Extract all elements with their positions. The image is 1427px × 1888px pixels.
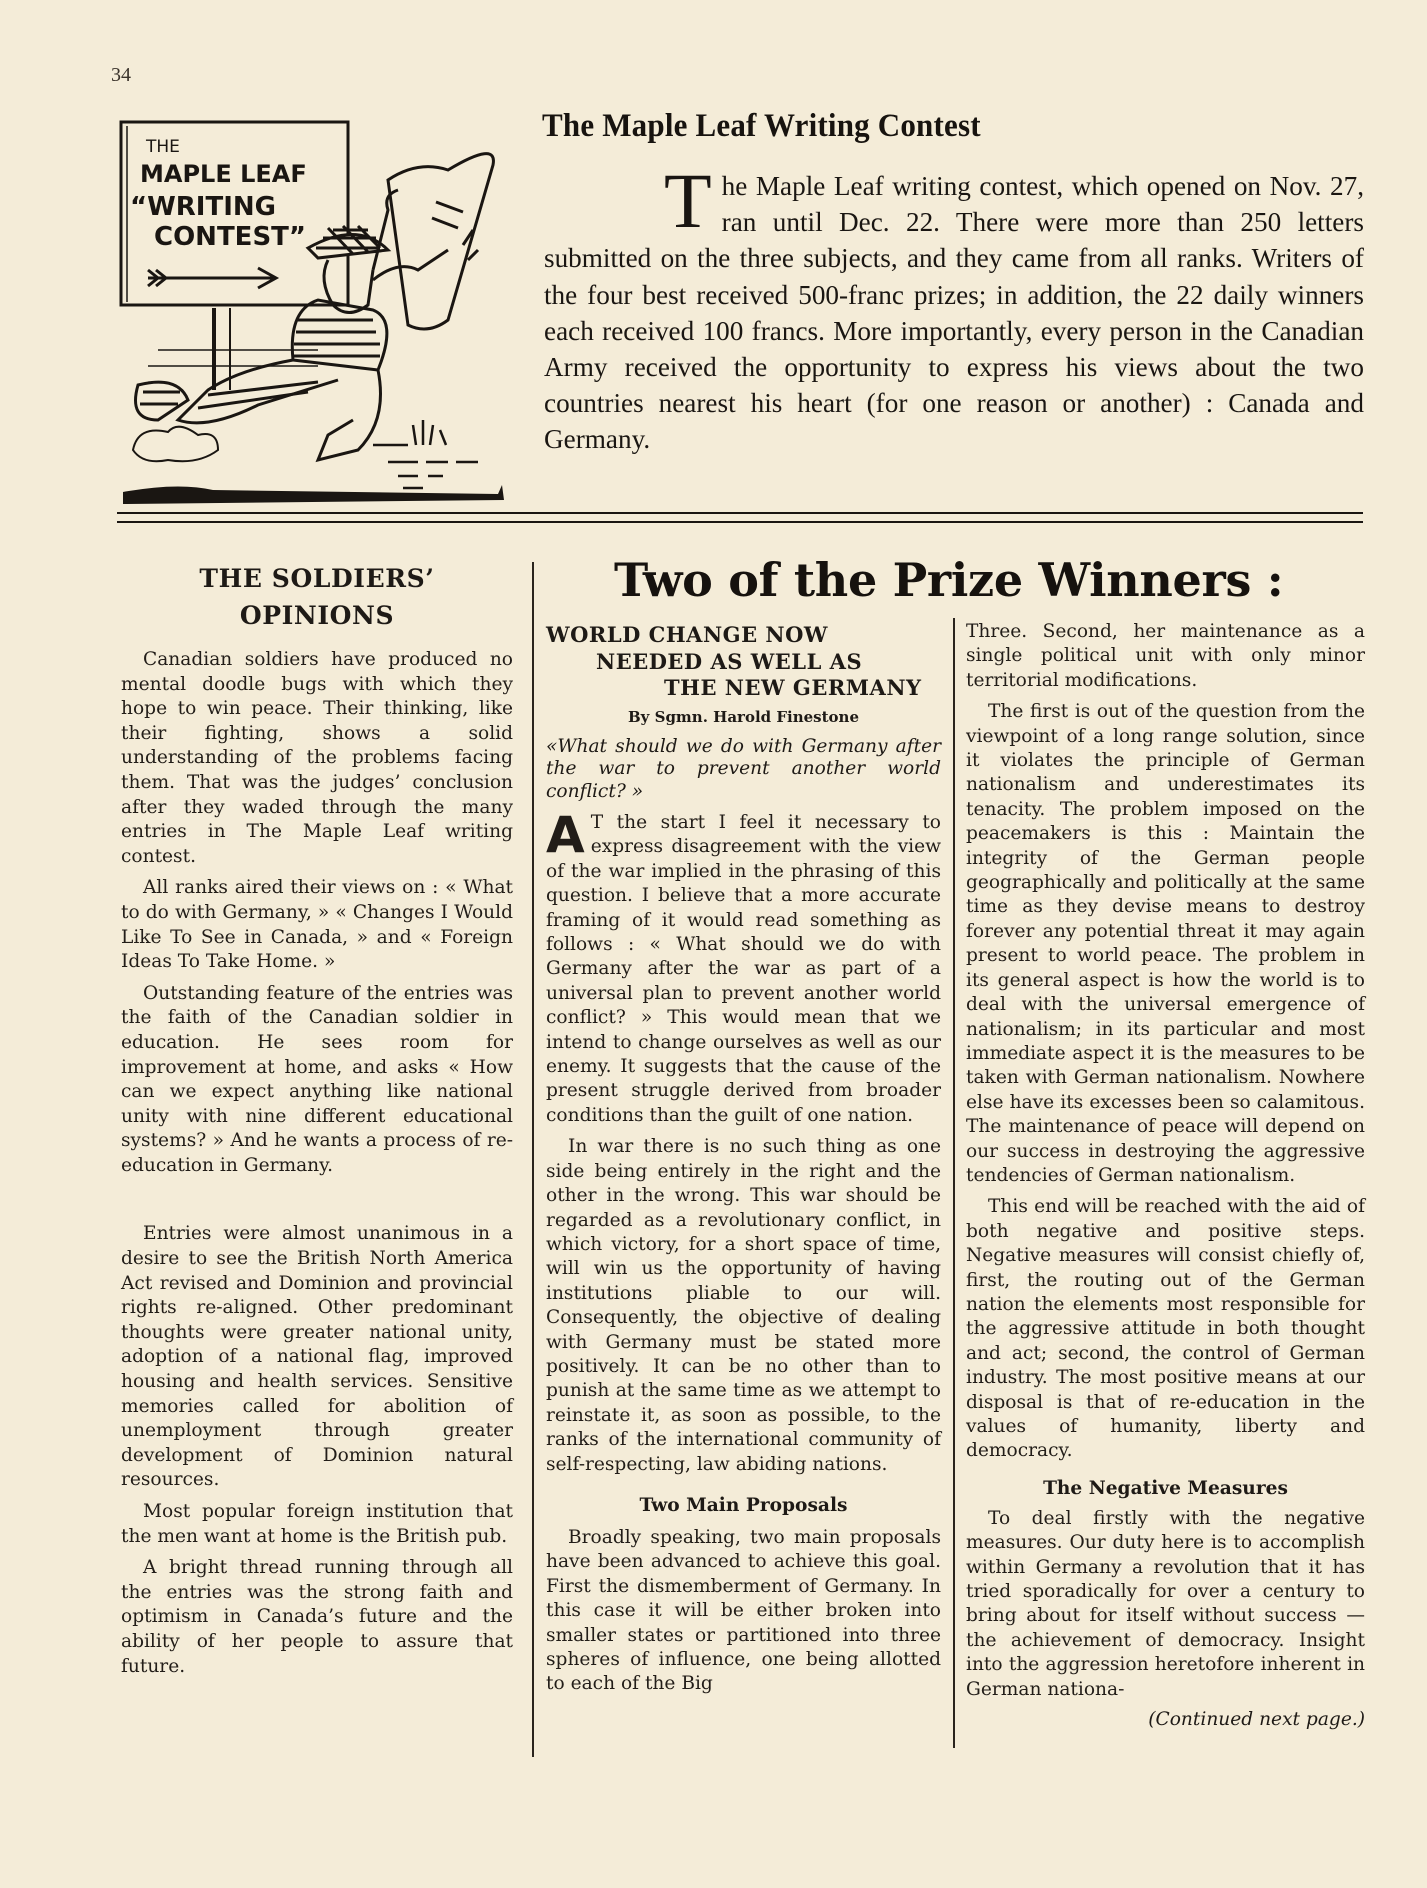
writing-contest-cartoon bbox=[118, 120, 513, 510]
article-title-line-3: THE NEW GERMANY bbox=[664, 675, 922, 700]
sign-line-2: MAPLE LEAF bbox=[140, 160, 307, 188]
soldiers-opinions-column bbox=[121, 556, 513, 1686]
subhead-negative-measures: The Negative Measures bbox=[1043, 1477, 1288, 1499]
article-title-line-1: WORLD CHANGE NOW bbox=[546, 622, 828, 647]
sign-line-1: THE bbox=[146, 137, 180, 157]
article-paragraph: This end will be reached with the aid of both negative and positive steps. Negative measures will consist chiefly of, first, the routing out of the German nation the elements most responsible for the aggressive attitude in both thought and act; second, the control of German industry. The most positive means at our disposal is that of re-education in the values of humanity, liberty and democracy. bbox=[966, 1196, 1365, 1462]
soldiers-paragraph: All ranks aired their views on : « What to do with Germany, » « Changes I Would Like To See in Canada, » and « Foreign Ideas To Take Home. » bbox=[121, 877, 513, 973]
soldiers-title-line-1: THE SOLDIERS’ bbox=[199, 564, 435, 593]
column-divider bbox=[953, 618, 955, 1748]
grass-and-motion-lines bbox=[373, 420, 478, 498]
column-divider bbox=[532, 562, 534, 1757]
article-byline: By Sgmn. Harold Finestone bbox=[628, 707, 859, 726]
arrow-icon bbox=[148, 268, 276, 288]
soldiers-opinions-title bbox=[121, 560, 513, 634]
intro-dropcap: T bbox=[664, 157, 712, 244]
article-paragraph: In war there is no such thing as one side being entirely in the right and the other in the wrong. This war should be regarded as a revolutionary conflict, in which victory, for a short space of time, will win us the opportunity of having institutions pliable to our will. Consequently, the objective of dealing with Germany must be stated more positively. It can be no other than to punish at the same time as we attempt to reinstate it, as soon as possible, to the ranks of the international community of self-respecting, law abiding nations. bbox=[546, 1136, 941, 1475]
article-title-line-2: NEEDED AS WELL AS bbox=[596, 648, 863, 674]
section-divider bbox=[117, 512, 1363, 523]
paragraph-gap bbox=[121, 1185, 513, 1222]
soldiers-paragraph: Most popular foreign institution that the men want at home is the British pub. bbox=[121, 1501, 513, 1547]
contest-question: «What should we do with Germany after the war to prevent another world conflict? » bbox=[546, 735, 941, 802]
subhead-two-main-proposals: Two Main Proposals bbox=[639, 1494, 848, 1516]
article-continuation: Three. Second, her maintenance as a single political unit with only minor territorial modifications. bbox=[966, 621, 1365, 691]
article-paragraph: The first is out of the question from the viewpoint of a long range solution, since it violates the principle of German nationalism and underestimates its tenacity. The problem imposed on the peacemakers is this : Maintain the integrity of the German people geographically and politically at the same time as they devise means to destroy forever any potential threat it may again present to world peace. The problem in its general aspect is how the world is to deal with the universal emergence of nationalism; in its particular and most immediate aspect it is the measures to be taken with German nationalism. Nowhere else have its excesses been so calamitous. The maintenance of peace will depend on our success in destroying the aggressive tendencies of German nationalism. bbox=[966, 701, 1365, 1186]
intro-title: The Maple Leaf Writing Contest bbox=[542, 108, 981, 144]
article-dropcap: A bbox=[546, 806, 585, 864]
ground-bar bbox=[123, 485, 504, 504]
soldiers-paragraph: Outstanding feature of the entries was the faith of the Canadian soldier in education. He sees room for improvement at home, and asks « How can we expect anything like national unity with nine different educational systems? » And he wants a process of re-education in Germany. bbox=[121, 982, 513, 1176]
article-column-2 bbox=[966, 620, 1365, 1730]
sign-line-3: “WRITING bbox=[130, 192, 276, 222]
prize-winners-headline: Two of the Prize Winners : bbox=[614, 553, 1284, 607]
article-column-1 bbox=[546, 622, 941, 1704]
article-lead-text: T the start I feel it necessary to express disagreement with the view of the war implied in the phrasing of this question. I believe that a more accurate framing of it would read something as follows : « What should we do with Germany after the war as part of a universal plan to prevent another world conflict? » This would mean that we intend to change ourselves as well as our enemy. It suggests that the cause of the present struggle derived from broader conditions than the guilt of one nation. bbox=[546, 812, 941, 1126]
intro-text: he Maple Leaf writing contest, which opened on Nov. 27, ran until Dec. 22. There were more than 250 letters submitted on the three subjects, and they came from all ranks. Writers of the four best received 500-franc prizes; in addition, the 22 daily winners each received 100 francs. More importantly, every person in the Canadian Army received the opportunity to express his views about the two countries nearest his heart (for one reason or another) : Canada and Germany. bbox=[544, 171, 1364, 455]
sign-line-4: CONTEST” bbox=[154, 222, 306, 252]
soldiers-title-line-2: OPINIONS bbox=[239, 601, 395, 630]
article-paragraph: To deal firstly with the negative measures. Our duty here is to accomplish within Germany a revolution that it has tried sporadically for over a century to bring about for itself without success — the achievement of democracy. Insight into the aggression heretofore inherent in German nationa- bbox=[966, 1507, 1365, 1700]
paper-scroll bbox=[373, 154, 493, 329]
article-paragraph: Broadly speaking, two main proposals have been advanced to achieve this goal. First the dismemberment of Germany. In this case it will be either broken into smaller states or partitioned into three spheres of influence, one being allotted to each of the Big bbox=[546, 1526, 941, 1695]
intro-body bbox=[544, 157, 1364, 458]
soldier-figure bbox=[133, 226, 388, 461]
soldiers-paragraph: A bright thread running through all the entries was the strong faith and optimism in Canada’s future and the ability of her people to assure that future. bbox=[121, 1557, 513, 1677]
soldiers-paragraph: Entries were almost unanimous in a desire to see the British North America Act revised and Dominion and provincial rights re-aligned. Other predominant thoughts were greater national unity, adoption of a national flag, improved housing and health services. Sensitive memories called for abolition of unemployment through greater development of Dominion natural resources. bbox=[121, 1223, 513, 1491]
article-lead-paragraph bbox=[546, 806, 941, 1128]
article-title bbox=[546, 622, 941, 702]
page-number: 34 bbox=[111, 64, 131, 86]
continued-next-page-link[interactable]: (Continued next page.) bbox=[1148, 1709, 1365, 1731]
soldiers-paragraph: Canadian soldiers have produced no mental doodle bugs with which they hope to win peace. Their thinking, like their fighting, shows a solid understanding of the problems facing them. That was the judges’ conclusion after they waded through the many entries in The Maple Leaf writing contest. bbox=[121, 649, 513, 867]
